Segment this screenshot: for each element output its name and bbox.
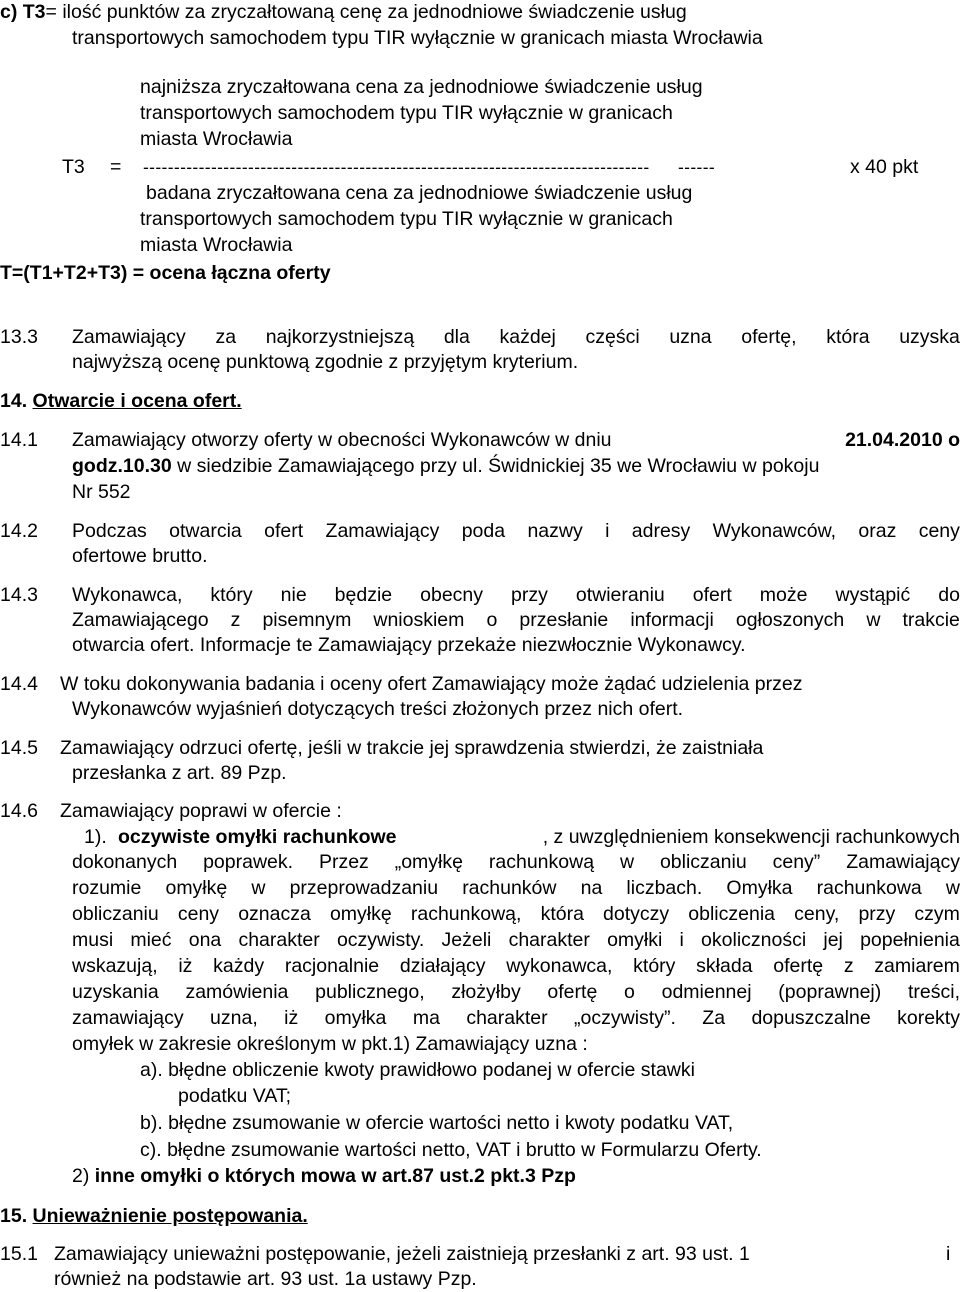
item-2-title: inne omyłki o których mowa w art.87 ust.2 pkt.3 Pzp xyxy=(94,1165,576,1187)
section-13-3-number: 13.3 xyxy=(0,326,38,348)
t3-denominator-3: miasta Wrocławia xyxy=(140,234,293,256)
section-15-title: Unieważnienie postępowania. xyxy=(32,1205,308,1227)
item-1-para-7: zamawiający uzna, iż omyłka ma charakter „oczywisty”. Za dopuszczalne korekty xyxy=(72,1007,960,1029)
sub-item-a-line1: a). błędne obliczenie kwoty prawidłowo podanej w ofercie stawki xyxy=(140,1059,695,1081)
sub-item-b: b). błędne zsumowanie w ofercie wartości netto i kwoty podatku VAT, xyxy=(140,1112,734,1134)
t3-numerator-2: transportowych samochodem typu TIR wyłącznie w granicach xyxy=(140,102,673,124)
item-1-line xyxy=(118,825,960,849)
opening-date: 21.04.2010 o xyxy=(845,429,960,451)
section-13-3-line2: najwyższą ocenę punktową zgodnie z przyjętym kryterium. xyxy=(72,351,579,373)
section-14-5-line1: Zamawiający odrzuci ofertę, jeśli w trakcie jej sprawdzenia stwierdzi, że zaistniała xyxy=(60,737,764,759)
t3-denominator-2: transportowych samochodem typu TIR wyłącznie w granicach xyxy=(140,208,673,230)
item-1-title: oczywiste omyłki rachunkowe xyxy=(118,826,397,848)
sub-item-a-line2: podatku VAT; xyxy=(178,1085,292,1107)
t3-heading-line2: transportowych samochodem typu TIR wyłącznie w granicach miasta Wrocławia xyxy=(72,27,763,49)
item-1-para-1: dokonanych poprawek. Przez „omyłkę rachunkową w obliczaniu ceny” Zamawiający xyxy=(72,851,960,873)
item-2-line xyxy=(72,1164,576,1188)
item-1-number: 1). xyxy=(84,826,107,848)
section-14-2-line2: ofertowe brutto. xyxy=(72,545,208,567)
section-14-3-line2: Zamawiającego z pisemnym wnioskiem o przesłanie informacji ogłoszonych w trakcie xyxy=(72,609,960,631)
t3-numerator-3: miasta Wrocławia xyxy=(140,128,293,150)
section-14-1-line2 xyxy=(72,454,819,478)
section-14-6-intro: Zamawiający poprawi w ofercie : xyxy=(60,800,342,822)
opening-time: godz.10.30 xyxy=(72,455,172,477)
item-2-number: 2) xyxy=(72,1165,90,1187)
section-14-2-number: 14.2 xyxy=(0,520,38,542)
section-14-title: Otwarcie i ocena ofert. xyxy=(32,390,242,412)
item-1-text: , z uwzględnieniem konsekwencji rachunkowych xyxy=(542,826,960,848)
section-13-3-line1: Zamawiający za najkorzystniejszą dla każdej części uzna ofertę, która uzyska xyxy=(72,326,960,348)
item-1-para-6: uzyskania zamówienia publicznego, złożyłby ofertę o odmiennej (poprawnej) treści, xyxy=(72,981,960,1003)
section-14-1-text: Zamawiający otworzy oferty w obecności Wykonawców w dniu xyxy=(72,429,612,451)
section-14-4-line1: W toku dokonywania badania i oceny ofert Zamawiający może żądać udzielenia przez xyxy=(60,673,803,695)
section-15-number: 15. xyxy=(0,1205,28,1227)
section-14-2-line1: Podczas otwarcia ofert Zamawiający poda nazwy i adresy Wykonawców, oraz ceny xyxy=(72,520,960,542)
fraction-bar-end: ------ xyxy=(678,157,716,177)
item-1-para-4: musi mieć ona charakter oczywisty. Jeżeli charakter omyłki i okoliczności jej popełnienia xyxy=(72,929,960,951)
item-1-para-5: wskazują, iż każdy racjonalnie działający wykonawca, który składa ofertę z zamiarem xyxy=(72,955,960,977)
section-14-4-line2: Wykonawców wyjaśnień dotyczących treści złożonych przez nich ofert. xyxy=(72,698,684,720)
t3-multiplier: x 40 pkt xyxy=(850,156,919,178)
t3-heading-text: = ilość punktów za zryczałtowaną cenę za jednodniowe świadczenie usług xyxy=(45,1,687,23)
section-15-1-line1-end: i xyxy=(946,1243,951,1265)
section-14-1-line3: Nr 552 xyxy=(72,481,131,503)
item-1-para-last: omyłek w zakresie określonym w pkt.1) Zamawiający uzna : xyxy=(72,1033,588,1055)
item-1-para-3: obliczaniu ceny oznacza omyłkę rachunkową, która dotyczy obliczenia ceny, przy czym xyxy=(72,903,960,925)
t3-numerator-1: najniższa zryczałtowana cena za jednodniowe świadczenie usług xyxy=(140,76,703,98)
section-14-heading xyxy=(0,389,242,413)
section-14-5-number: 14.5 xyxy=(0,737,38,759)
t3-equals: = xyxy=(110,156,122,178)
section-15-heading xyxy=(0,1204,308,1228)
section-15-1-number: 15.1 xyxy=(0,1243,38,1265)
section-15-1-line2: również na podstawie art. 93 ust. 1a ustawy Pzp. xyxy=(54,1268,477,1290)
opening-place: w siedzibie Zamawiającego przy ul. Świdnickiej 35 we Wrocławiu w pokoju xyxy=(171,455,820,477)
section-14-4-number: 14.4 xyxy=(0,673,38,695)
fraction-bar: ---------------------------------------------------------------------------------- xyxy=(143,157,650,177)
section-14-3-line1: Wykonawca, który nie będzie obecny przy otwieraniu ofert może wystąpić do xyxy=(72,584,960,606)
sub-item-c: c). błędne zsumowanie wartości netto, VAT i brutto w Formularzu Oferty. xyxy=(140,1139,762,1161)
section-14-3-line3: otwarcia ofert. Informacje te Zamawiający przekaże niezwłocznie Wykonawcy. xyxy=(72,634,746,656)
section-14-number: 14. xyxy=(0,390,28,412)
t3-label: T3 xyxy=(62,156,85,178)
item-1-para-2: rozumie omyłkę w przeprowadzaniu rachunków na liczbach. Omyłka rachunkowa w xyxy=(72,877,960,899)
t3-denominator-1: badana zryczałtowana cena za jednodniowe świadczenie usług xyxy=(146,182,693,204)
t3-heading-label: c) T3 xyxy=(0,1,46,23)
section-15-1-line1: Zamawiający unieważni postępowanie, jeżeli zaistnieją przesłanki z art. 93 ust. 1 xyxy=(54,1243,750,1265)
section-14-3-number: 14.3 xyxy=(0,584,38,606)
section-14-6-number: 14.6 xyxy=(0,800,38,822)
t-total-formula: T=(T1+T2+T3) = ocena łączna oferty xyxy=(0,262,331,284)
section-14-5-line2: przesłanka z art. 89 Pzp. xyxy=(72,762,287,784)
section-14-1-line1 xyxy=(72,428,960,452)
section-14-1-number: 14.1 xyxy=(0,429,38,451)
t3-heading xyxy=(0,0,687,24)
